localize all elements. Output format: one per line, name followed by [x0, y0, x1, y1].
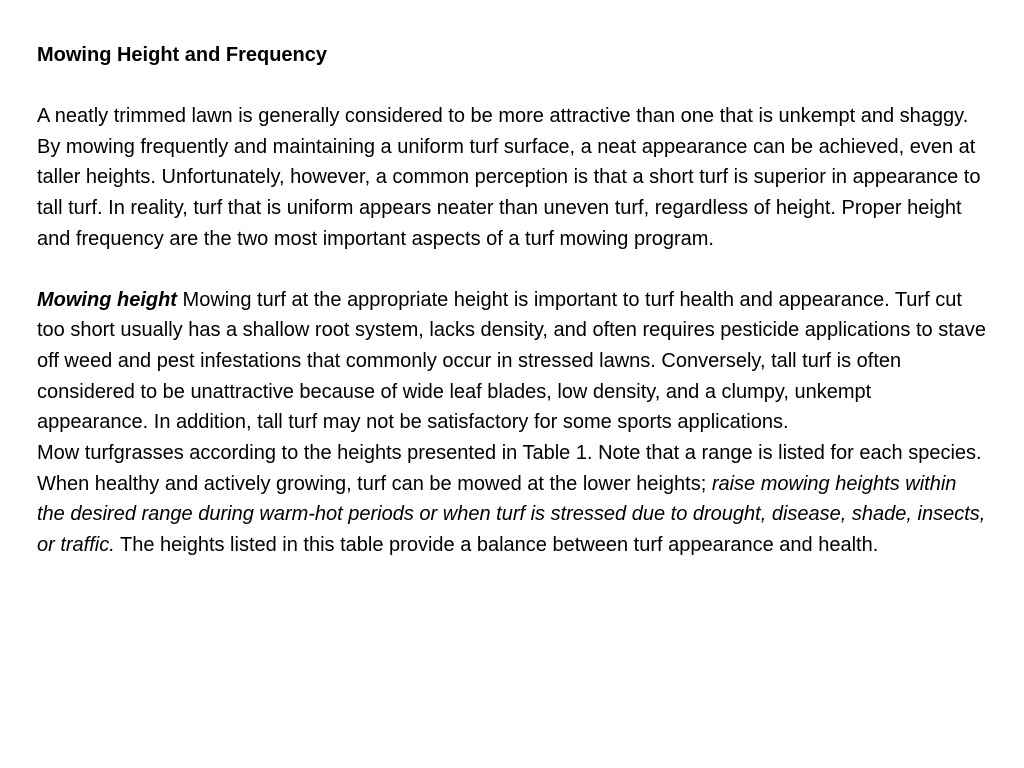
section-heading: Mowing Height and Frequency: [37, 44, 328, 66]
mowing-height-label: Mowing height: [37, 288, 177, 311]
mow-para-end: The heights listed in this table provide a balance between turf appearance and health.: [114, 534, 879, 557]
slide-content: [37, 40, 987, 561]
mow-para-italic: raise mowing heights within the desired range during warm-hot periods or when turf is stressed due to drought, disease, shade, insects, or traffic.: [37, 472, 986, 557]
intro-paragraph: A neatly trimmed lawn is generally considered to be more attractive than one that is unkempt and shaggy. By mowing frequently and maintaining a uniform turf surface, a neat appearance can be achieved, even at taller heights. Unfortunately, however, a common perception is that a short turf is superior in appearance to tall turf. In reality, turf that is uniform appears neater than uneven turf, regardless of height. Proper height and frequency are the two most important aspects of a turf mowing program.: [37, 105, 981, 250]
mowing-height-paragraph: [37, 285, 987, 439]
mow-para-start: Mow turfgrasses according to the heights presented in Table 1. Note that a range is listed for each species. When healthy and actively growing, turf can be mowed at the lower heights;: [37, 442, 982, 495]
mowing-height-text: Mowing turf at the appropriate height is important to turf health and appearance. Turf cut too short usually has a shallow root system, lacks density, and often requires pesticide applications to stave off weed and pest infestations that commonly occur in stressed lawns. Conversely, tall turf is often considered to be unattractive because of wide leaf blades, low density, and a clumpy, unkempt appearance. In addition, tall turf may not be satisfactory for some sports applications.: [37, 288, 987, 434]
mow-turfgrasses-paragraph: [37, 438, 987, 561]
